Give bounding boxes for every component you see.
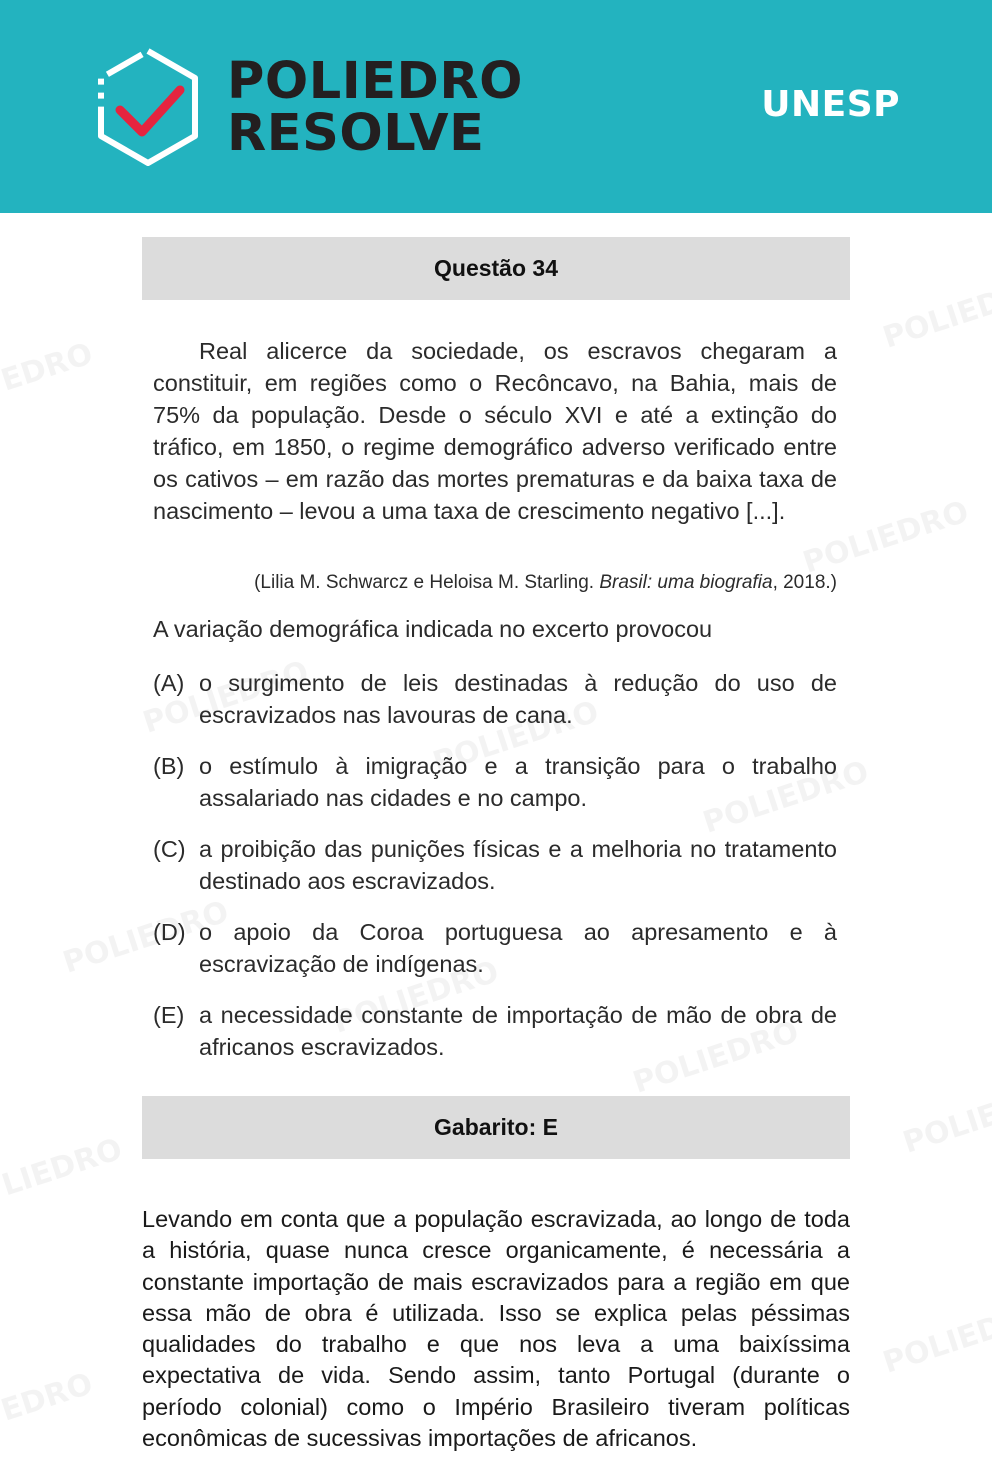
- citation-suffix: , 2018.): [772, 572, 837, 593]
- answer-key-bar: [142, 1096, 850, 1159]
- check-hexagon-icon: [92, 46, 204, 168]
- option-letter: (E): [153, 1002, 185, 1028]
- passage-text: Real alicerce da sociedade, os escravos chegaram a constituir, em regiões como o Recôncavo, na Bahia, mais de 75% da população. Desde o século XVI e até a extinção do tráfico, em 1850, o regime demográfico adverso verificado entre os cativos – em razão das mortes prematuras e da baixa taxa de nascimento – levou a uma taxa de crescimento negativo [...].: [153, 338, 837, 524]
- option-text: o surgimento de leis destinadas à redução do uso de escravizados nas lavouras de cana.: [199, 670, 837, 728]
- option-text: o estímulo à imigração e a transição para o trabalho assalariado nas cidades e no campo.: [199, 753, 837, 811]
- question-title: Questão 34: [434, 255, 558, 281]
- answer-key: Gabarito: E: [434, 1114, 558, 1140]
- option-a: [153, 667, 837, 731]
- passage: [153, 335, 837, 527]
- option-text: o apoio da Coroa portuguesa ao apresamento e à escravização de indígenas.: [199, 919, 837, 977]
- page-header: [0, 0, 992, 213]
- option-e: [153, 999, 837, 1063]
- answer-explanation: Levando em conta que a população escravizada, ao longo de toda a história, quase nunca cresce organicamente, é necessária a constante importação de mais escravizados para a região em que essa mão de obra é utilizada. Isso se explica pelas péssimas qualidades do trabalho e que nos leva a uma baixíssima expectativa de vida. Sendo assim, tanto Portugal (durante o período colonial) como o Império Brasileiro tiveram políticas econômicas de sucessivas importações de africanos.: [142, 1206, 850, 1452]
- citation: [153, 572, 837, 594]
- option-b: [153, 750, 837, 814]
- watermark: [0, 336, 97, 398]
- answer-options: [153, 667, 837, 1082]
- option-text: a necessidade constante de importação de mão de obra de africanos escravizados.: [199, 1002, 837, 1060]
- question-stem: A variação demográfica indicada no excerto provocou: [153, 616, 713, 642]
- watermark: [899, 1074, 992, 1160]
- option-d: [153, 916, 837, 980]
- citation-title: Brasil: uma biografia: [599, 572, 773, 593]
- question-title-bar: [142, 237, 850, 300]
- brand-logo-text: [227, 52, 524, 163]
- option-letter: (D): [153, 919, 186, 945]
- exam-name: UNESP: [761, 84, 900, 125]
- brand-line-1: POLIEDRO: [227, 52, 524, 111]
- option-text: a proibição das punições físicas e a melhoria no tratamento destinado aos escravizados.: [199, 836, 837, 894]
- watermark: [0, 1366, 97, 1428]
- watermark: [0, 1132, 127, 1204]
- option-letter: (C): [153, 836, 186, 862]
- citation-prefix: (Lilia M. Schwarcz e Heloisa M. Starling.: [254, 572, 600, 593]
- watermark: [879, 269, 992, 355]
- option-letter: (A): [153, 670, 185, 696]
- brand-line-2: RESOLVE: [227, 104, 485, 163]
- option-c: [153, 833, 837, 897]
- watermark: [879, 1294, 992, 1380]
- option-letter: (B): [153, 753, 185, 779]
